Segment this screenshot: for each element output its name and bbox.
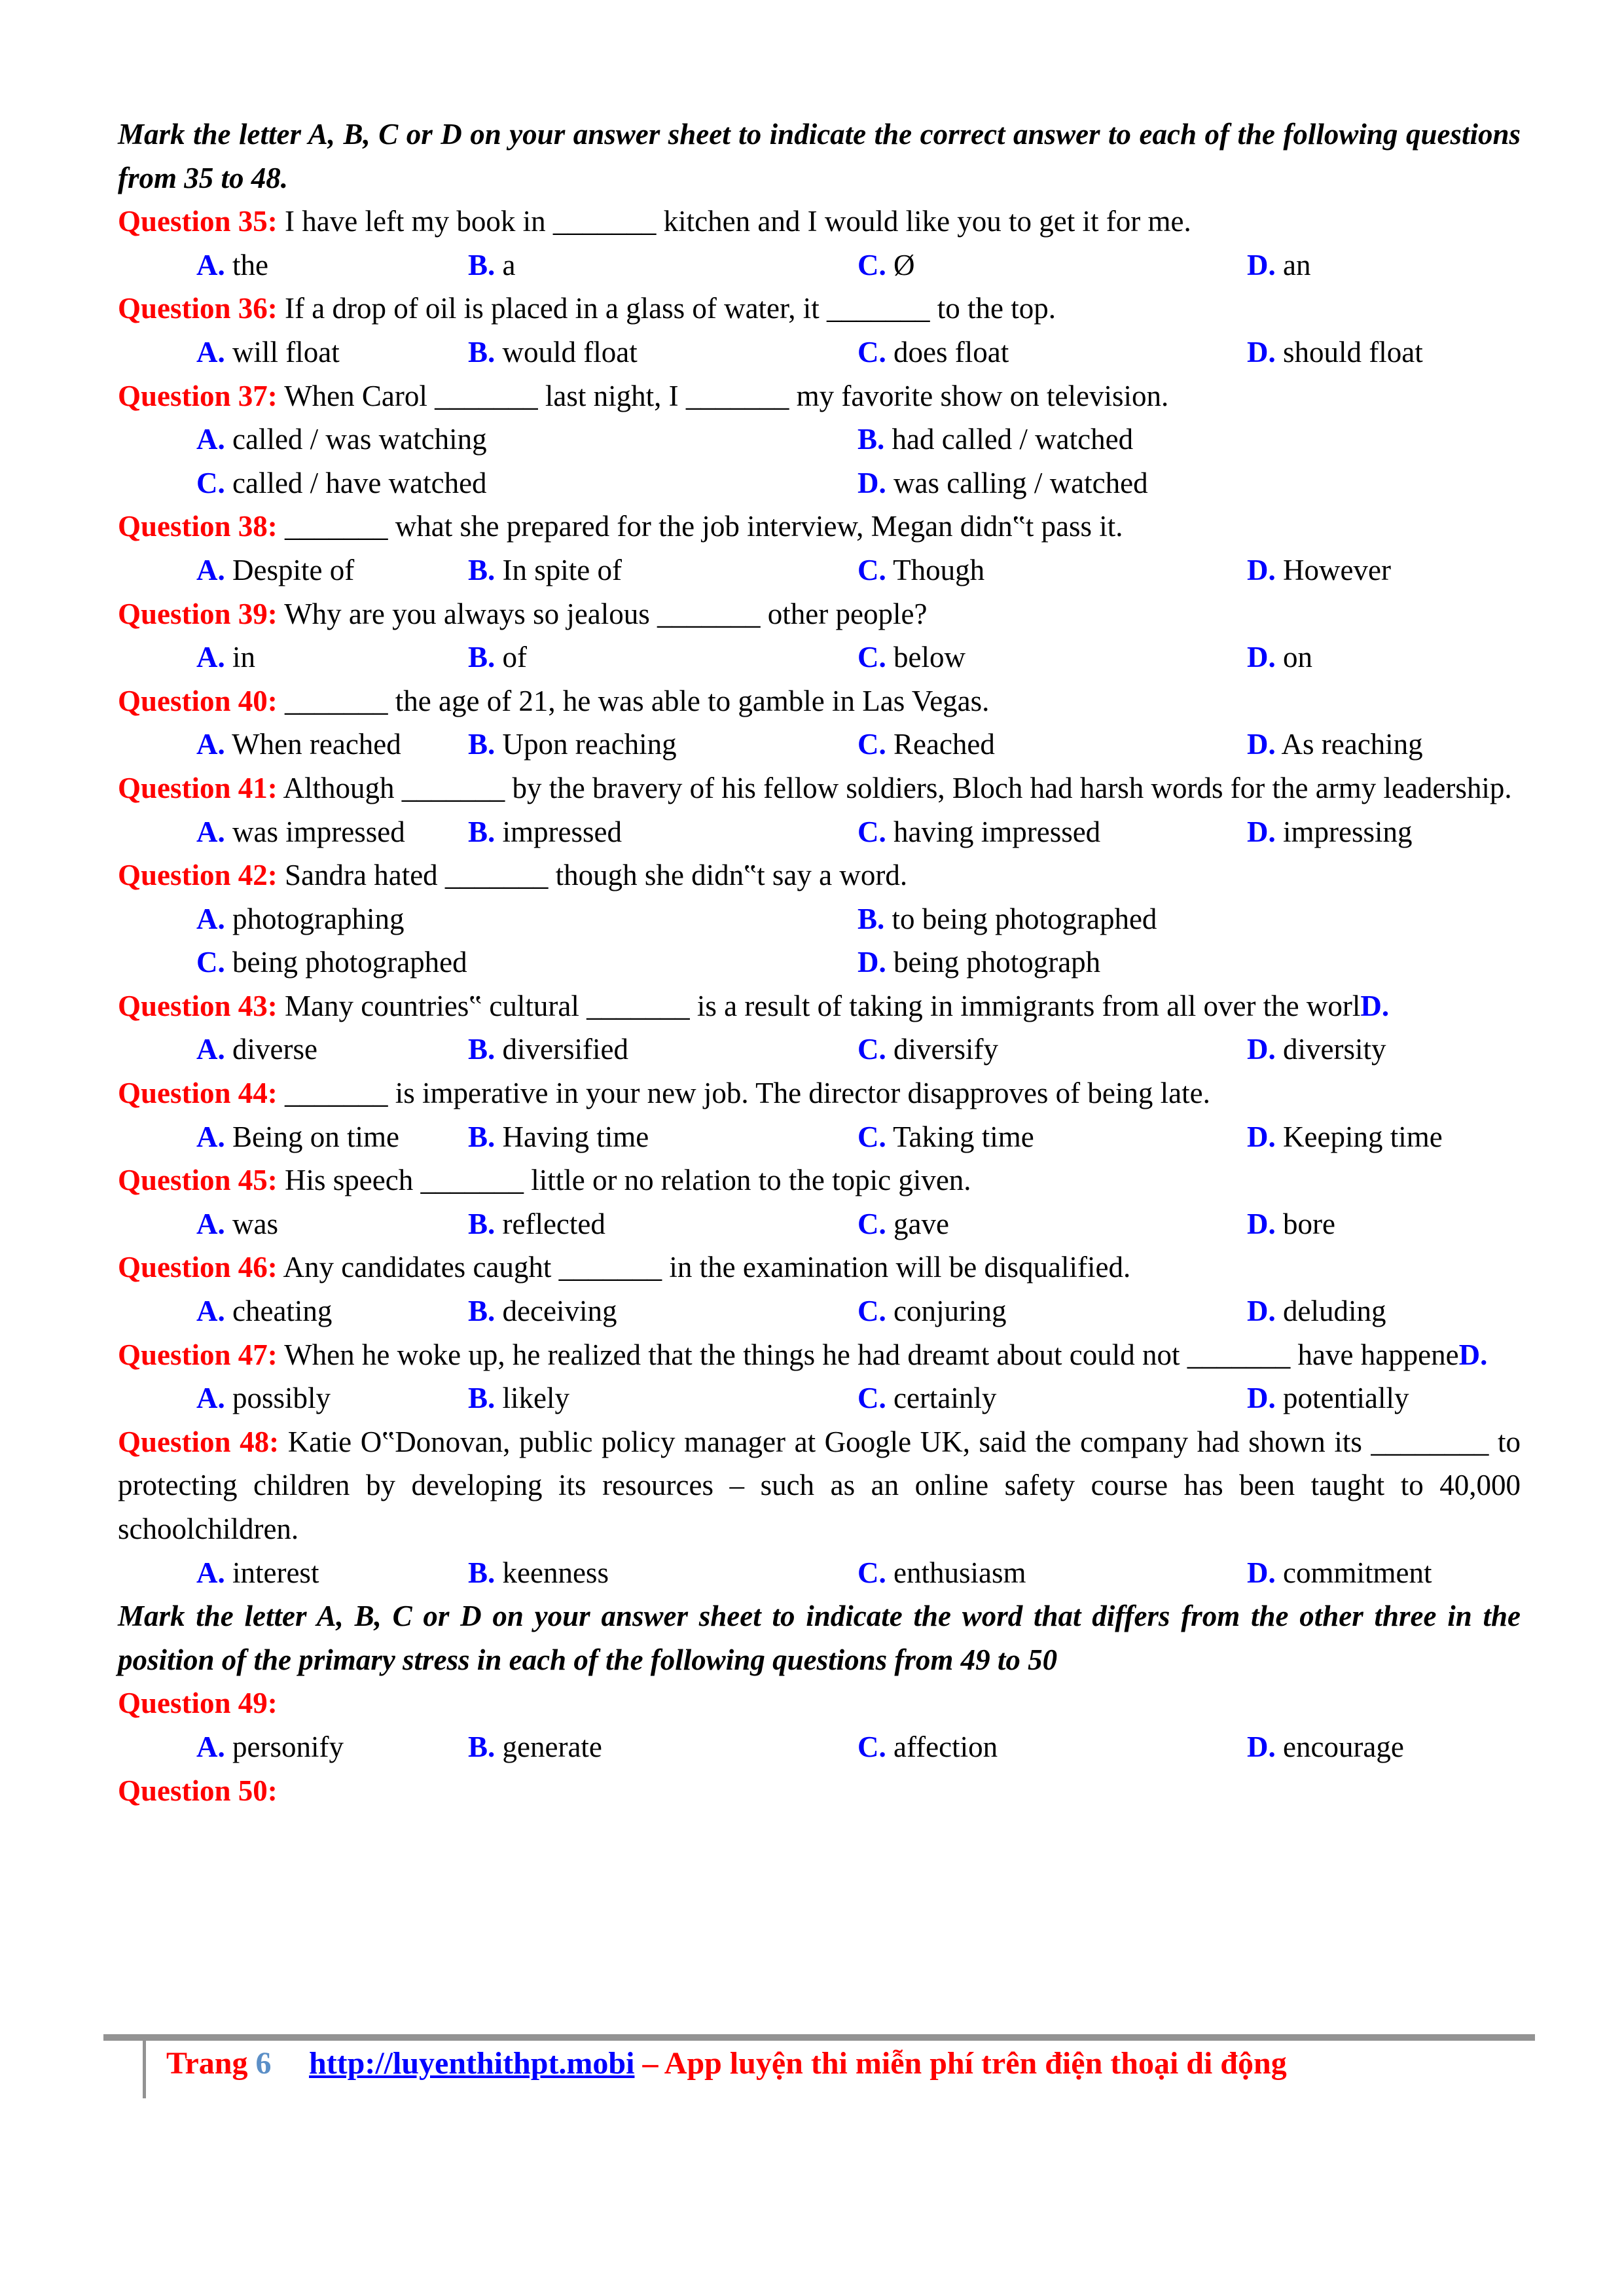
option-letter: D. [1247, 1730, 1276, 1763]
answer-option-b[interactable] [857, 418, 1133, 461]
question-stem [118, 505, 1521, 548]
answer-option-a[interactable] [196, 1551, 319, 1595]
option-text: Keeping time [1275, 1120, 1443, 1153]
answer-option-d[interactable] [1247, 1028, 1386, 1071]
option-text: bore [1275, 1207, 1335, 1240]
answer-option-b[interactable] [468, 1202, 605, 1246]
option-text: should float [1275, 335, 1423, 368]
question-text-suffix: D. [1458, 1338, 1488, 1371]
answer-option-b[interactable] [468, 1028, 628, 1071]
options-row [118, 1725, 1521, 1769]
option-text: a [495, 248, 516, 281]
answer-option-b[interactable] [468, 1289, 617, 1333]
answer-option-a[interactable] [196, 1289, 332, 1333]
question-label: Question 41: [118, 771, 278, 804]
option-text: diverse [225, 1033, 317, 1066]
question-stem [118, 766, 1521, 810]
option-letter: D. [857, 946, 886, 979]
question-stem [118, 679, 1521, 723]
option-letter: B. [468, 641, 496, 674]
answer-option-d[interactable] [1247, 1115, 1443, 1159]
question-label: Question 36: [118, 292, 278, 325]
option-text: When reached [225, 728, 401, 761]
option-text: possibly [225, 1382, 331, 1415]
option-letter: A. [196, 1382, 225, 1415]
option-letter: B. [468, 728, 496, 761]
option-letter: B. [468, 1556, 496, 1589]
option-text: certainly [886, 1382, 997, 1415]
question-text: Although _______ by the bravery of his fellow soldiers, Bloch had harsh words for the army leadership. [277, 771, 1512, 804]
answer-option-b[interactable] [468, 548, 622, 592]
answer-option-b[interactable] [468, 243, 516, 287]
option-text: being photograph [886, 946, 1101, 979]
answer-option-c[interactable] [857, 1202, 949, 1246]
options-row [118, 1551, 1521, 1595]
question-stem [118, 287, 1521, 331]
option-letter: A. [196, 423, 225, 456]
question-text: _______ is imperative in your new job. The director disapproves of being late. [277, 1077, 1210, 1110]
option-text: cheating [225, 1295, 333, 1328]
option-text: was impressed [225, 815, 405, 848]
footer-divider [103, 2034, 1535, 2041]
option-text: commitment [1275, 1556, 1432, 1589]
option-letter: A. [196, 1207, 225, 1240]
options-row [118, 331, 1521, 374]
question-text: His speech _______ little or no relation to the topic given. [277, 1164, 971, 1197]
answer-option-c[interactable] [857, 1725, 998, 1769]
instruction-text: Mark the letter A, B, C or D on your answer sheet to indicate the correct answer to each of the following questions from 35 to 48. [118, 118, 1521, 194]
answer-option-d[interactable] [857, 941, 1100, 984]
option-text: would float [495, 335, 638, 368]
option-letter: A. [196, 641, 225, 674]
options-row [118, 810, 1521, 854]
instruction-text: Mark the letter A, B, C or D on your answer sheet to indicate the word that differs from the other three in the position of the primary stress in each of the following questions from 49 to 50 [118, 1600, 1521, 1676]
answer-option-d[interactable] [1247, 1725, 1404, 1769]
option-text: will float [225, 335, 340, 368]
option-text: having impressed [886, 815, 1101, 848]
answer-option-b[interactable] [468, 723, 677, 766]
option-text: Upon reaching [495, 728, 677, 761]
options-row [118, 636, 1521, 679]
option-letter: C. [857, 1207, 886, 1240]
answer-option-a[interactable] [196, 636, 255, 679]
options-row [118, 941, 1521, 984]
options-row [118, 1028, 1521, 1071]
options-row [118, 1115, 1521, 1159]
option-text: had called / watched [884, 423, 1134, 456]
option-text: called / was watching [225, 423, 487, 456]
answer-option-d[interactable] [1247, 1289, 1386, 1333]
answer-option-c[interactable] [857, 1115, 1034, 1159]
option-letter: D. [1247, 815, 1276, 848]
answer-option-a[interactable] [196, 331, 340, 374]
question-stem [118, 853, 1521, 897]
question-text: _______ the age of 21, he was able to gamble in Las Vegas. [277, 684, 990, 717]
options-row [118, 461, 1521, 505]
option-letter: A. [196, 335, 225, 368]
question-text: _______ what she prepared for the job interview, Megan didn‟t pass it. [277, 510, 1123, 543]
question-label: Question 49: [118, 1687, 278, 1720]
answer-option-c[interactable] [857, 331, 1009, 374]
answer-option-b[interactable] [468, 1551, 609, 1595]
question-label: Question 38: [118, 510, 278, 543]
option-letter: B. [468, 335, 496, 368]
answer-option-a[interactable] [196, 810, 405, 854]
option-text: interest [225, 1556, 319, 1589]
options-row [118, 1376, 1521, 1420]
option-text: Being on time [225, 1120, 399, 1153]
question-stem [118, 1071, 1521, 1115]
option-text: reflected [495, 1207, 605, 1240]
option-letter: D. [1247, 1382, 1276, 1415]
option-letter: A. [196, 1556, 225, 1589]
option-letter: D. [1247, 335, 1276, 368]
option-letter: B. [468, 1382, 496, 1415]
answer-option-c[interactable] [857, 1289, 1006, 1333]
question-label: Question 42: [118, 859, 278, 892]
option-letter: B. [468, 1730, 496, 1763]
answer-option-c[interactable] [196, 461, 487, 505]
option-text: on [1275, 641, 1312, 674]
option-text: of [495, 641, 528, 674]
question-label: Question 43: [118, 989, 278, 1022]
option-text: to being photographed [884, 902, 1157, 935]
option-letter: D. [1247, 728, 1276, 761]
option-text: does float [886, 335, 1009, 368]
option-text: below [886, 641, 965, 674]
question-label: Question 45: [118, 1164, 278, 1197]
question-stem [118, 1246, 1521, 1289]
answer-option-d[interactable] [1247, 723, 1423, 766]
option-text: diversify [886, 1033, 998, 1066]
option-letter: C. [857, 1556, 886, 1589]
answer-option-a[interactable] [196, 243, 268, 287]
exam-content [118, 113, 1521, 1812]
option-letter: D. [857, 466, 886, 499]
option-letter: A. [196, 553, 225, 586]
question-text: Sandra hated _______ though she didn‟t say a word. [277, 859, 908, 892]
question-text: Many countries‟ cultural _______ is a result of taking in immigrants from all over the worl [277, 989, 1361, 1022]
option-letter: A. [196, 248, 225, 281]
option-text: affection [886, 1730, 998, 1763]
options-row [118, 548, 1521, 592]
option-text: personify [225, 1730, 344, 1763]
footer-tagline: – App luyện thi miễn phí trên điện thoại di động [634, 2046, 1287, 2081]
option-text: in [225, 641, 256, 674]
question-text: When he woke up, he realized that the things he had dreamt about could not _______ have happene [277, 1338, 1459, 1371]
question-stem [118, 1158, 1521, 1202]
answer-option-d[interactable] [1247, 331, 1423, 374]
option-letter: A. [196, 1120, 225, 1153]
option-letter: C. [857, 728, 886, 761]
option-text: impressing [1275, 815, 1413, 848]
answer-option-c[interactable] [857, 810, 1100, 854]
answer-option-d[interactable] [1247, 636, 1312, 679]
option-letter: A. [196, 1295, 225, 1328]
answer-option-b[interactable] [468, 636, 527, 679]
answer-option-d[interactable] [857, 461, 1148, 505]
option-letter: C. [857, 553, 886, 586]
answer-option-c[interactable] [857, 636, 965, 679]
options-row [118, 897, 1521, 941]
option-letter: A. [196, 1033, 225, 1066]
option-letter: C. [857, 641, 886, 674]
option-text: photographing [225, 902, 405, 935]
option-text: gave [886, 1207, 949, 1240]
question-text: Katie O‟Donovan, public policy manager at Google UK, said the company had shown its ________ to protecting children by developing its resources – such as an online safety course has been taught to 40,000 schoolchildren. [118, 1425, 1521, 1545]
question-label: Question 47: [118, 1338, 278, 1371]
option-text: Taking time [886, 1120, 1034, 1153]
page-indicator [166, 2041, 271, 2087]
page-label: Trang [166, 2046, 248, 2081]
option-letter: D. [1247, 248, 1276, 281]
option-text: deceiving [495, 1295, 617, 1328]
question-text: Any candidates caught _______ in the examination will be disqualified. [277, 1251, 1131, 1284]
option-letter: A. [196, 902, 225, 935]
option-text: potentially [1275, 1382, 1409, 1415]
option-text: the [225, 248, 268, 281]
page-number: 6 [255, 2046, 272, 2081]
options-row [118, 243, 1521, 287]
answer-option-a[interactable] [196, 897, 404, 941]
option-letter: B. [857, 423, 885, 456]
answer-option-c[interactable] [196, 941, 467, 984]
question-stem [118, 1769, 1521, 1813]
answer-option-a[interactable] [196, 548, 354, 592]
answer-option-b[interactable] [468, 331, 638, 374]
option-letter: D. [1247, 641, 1276, 674]
answer-option-a[interactable] [196, 1202, 278, 1246]
answer-option-c[interactable] [857, 1551, 1026, 1595]
question-label: Question 44: [118, 1077, 278, 1110]
answer-option-c[interactable] [857, 1376, 996, 1420]
website-link[interactable]: http://luyenthithpt.mobi [309, 2046, 635, 2081]
option-text: diversity [1275, 1033, 1386, 1066]
footer-vertical-divider [143, 2041, 146, 2098]
option-text: However [1275, 553, 1391, 586]
answer-option-b[interactable] [468, 1115, 649, 1159]
option-letter: B. [857, 902, 885, 935]
question-stem [118, 984, 1521, 1028]
answer-option-b[interactable] [857, 897, 1157, 941]
question-text: If a drop of oil is placed in a glass of water, it _______ to the top. [277, 292, 1056, 325]
option-letter: C. [857, 335, 886, 368]
options-row [118, 1202, 1521, 1246]
options-row [118, 723, 1521, 766]
answer-option-d[interactable] [1247, 810, 1413, 854]
question-stem [118, 592, 1521, 636]
question-text: Why are you always so jealous _______ other people? [277, 597, 928, 630]
option-letter: A. [196, 728, 225, 761]
option-letter: B. [468, 815, 496, 848]
option-letter: D. [1247, 1556, 1276, 1589]
option-text: Reached [886, 728, 995, 761]
option-text: enthusiasm [886, 1556, 1026, 1589]
question-label: Question 48: [118, 1425, 280, 1458]
answer-option-b[interactable] [468, 810, 622, 854]
option-text: impressed [495, 815, 622, 848]
option-letter: B. [468, 1033, 496, 1066]
question-label: Question 40: [118, 684, 278, 717]
option-text: In spite of [495, 553, 622, 586]
question-label: Question 35: [118, 205, 278, 238]
answer-option-a[interactable] [196, 1725, 344, 1769]
option-text: likely [495, 1382, 569, 1415]
option-text: conjuring [886, 1295, 1007, 1328]
answer-option-c[interactable] [857, 1028, 998, 1071]
option-letter: D. [1247, 553, 1276, 586]
option-letter: D. [1247, 1120, 1276, 1153]
option-text: was calling / watched [886, 466, 1148, 499]
answer-option-c[interactable] [857, 723, 995, 766]
question-stem [118, 1420, 1521, 1551]
answer-option-b[interactable] [468, 1725, 602, 1769]
option-text: was [225, 1207, 278, 1240]
option-letter: C. [857, 1730, 886, 1763]
option-letter: C. [196, 946, 225, 979]
option-letter: C. [857, 815, 886, 848]
answer-option-a[interactable] [196, 1028, 317, 1071]
answer-option-a[interactable] [196, 723, 401, 766]
option-text: Despite of [225, 553, 355, 586]
option-letter: C. [857, 1120, 886, 1153]
answer-option-d[interactable] [1247, 548, 1391, 592]
option-letter: C. [857, 1295, 886, 1328]
option-letter: C. [196, 466, 225, 499]
question-stem [118, 374, 1521, 418]
option-letter: B. [468, 1120, 496, 1153]
option-letter: D. [1247, 1295, 1276, 1328]
option-letter: A. [196, 1730, 225, 1763]
question-label: Question 39: [118, 597, 278, 630]
option-letter: B. [468, 1207, 496, 1240]
option-letter: A. [196, 815, 225, 848]
question-stem [118, 200, 1521, 243]
option-letter: D. [1247, 1033, 1276, 1066]
option-letter: C. [857, 1382, 886, 1415]
option-letter: C. [857, 248, 886, 281]
question-label: Question 46: [118, 1251, 278, 1284]
question-stem [118, 1333, 1521, 1377]
option-letter: C. [857, 1033, 886, 1066]
answer-option-d[interactable] [1247, 243, 1310, 287]
question-label: Question 37: [118, 379, 278, 412]
option-text: keenness [495, 1556, 609, 1589]
options-row [118, 1289, 1521, 1333]
question-label: Question 50: [118, 1774, 278, 1807]
option-letter: B. [468, 1295, 496, 1328]
option-text: called / have watched [225, 466, 487, 499]
option-letter: B. [468, 248, 496, 281]
option-text: encourage [1275, 1730, 1404, 1763]
option-text: As reaching [1275, 728, 1423, 761]
answer-option-c[interactable] [857, 548, 984, 592]
answer-option-d[interactable] [1247, 1551, 1432, 1595]
answer-option-d[interactable] [1247, 1202, 1335, 1246]
question-text: When Carol _______ last night, I _______ my favorite show on television. [277, 379, 1169, 412]
option-text: Having time [495, 1120, 649, 1153]
option-text: being photographed [225, 946, 467, 979]
option-text: Ø [886, 248, 915, 281]
answer-option-b[interactable] [468, 1376, 569, 1420]
option-text: generate [495, 1730, 602, 1763]
option-text: an [1275, 248, 1311, 281]
answer-option-a[interactable] [196, 1115, 399, 1159]
question-text: I have left my book in _______ kitchen and I would like you to get it for me. [277, 205, 1191, 238]
options-row [118, 418, 1521, 461]
option-letter: B. [468, 553, 496, 586]
question-text-suffix: D. [1360, 989, 1390, 1022]
answer-option-d[interactable] [1247, 1376, 1409, 1420]
footer-text [309, 2041, 1287, 2087]
option-letter: D. [1247, 1207, 1276, 1240]
option-text: deluding [1275, 1295, 1386, 1328]
option-text: Though [886, 553, 985, 586]
option-text: diversified [495, 1033, 628, 1066]
answer-option-a[interactable] [196, 1376, 331, 1420]
answer-option-a[interactable] [196, 418, 487, 461]
question-stem [118, 1681, 1521, 1725]
answer-option-c[interactable] [857, 243, 915, 287]
